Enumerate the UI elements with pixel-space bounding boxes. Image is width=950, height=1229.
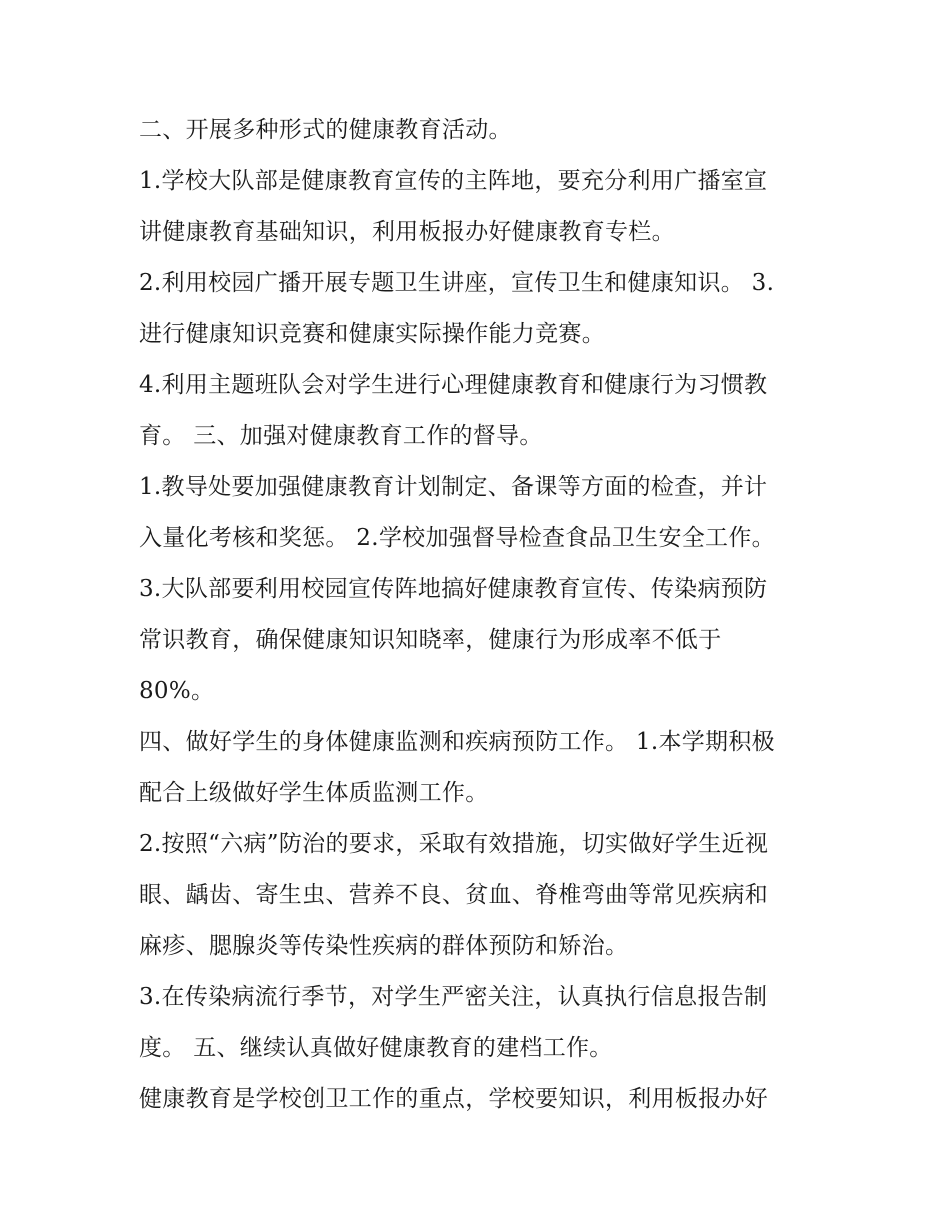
text-line: 度。 五、继续认真做好健康教育的建档工作。 <box>139 1035 613 1061</box>
text-line: 育。 三、加强对健康教育工作的督导。 <box>139 423 543 449</box>
text-line: 四、做好学生的身体健康监测和疾病预防工作。 1.本学期积极 <box>139 729 775 755</box>
text-line: 80%。 <box>139 678 215 704</box>
text-line: 4.利用主题班队会对学生进行心理健康教育和健康行为习惯教 <box>139 372 768 398</box>
text-line: 2.利用校园广播开展专题卫生讲座，宣传卫生和健康知识。 3. <box>139 270 775 296</box>
text-line: 眼、龋齿、寄生虫、营养不良、贫血、脊椎弯曲等常见疾病和 <box>139 882 769 908</box>
text-line: 进行健康知识竞赛和健康实际操作能力竞赛。 <box>139 321 605 347</box>
text-line: 配合上级做好学生体质监测工作。 <box>139 780 489 806</box>
text-line: 健康教育是学校创卫工作的重点，学校要知识，利用板报办好 <box>139 1086 769 1112</box>
text-line: 2.按照“六病”防治的要求，采取有效措施，切实做好学生近视 <box>139 831 769 857</box>
text-line: 3.在传染病流行季节，对学生严密关注，认真执行信息报告制 <box>139 984 768 1010</box>
text-line: 麻疹、腮腺炎等传染性疾病的群体预防和矫治。 <box>139 933 629 959</box>
text-line: 入量化考核和奖惩。 2.学校加强督导检查食品卫生安全工作。 <box>139 525 775 551</box>
document-body <box>139 105 819 1125</box>
text-line: 1.教导处要加强健康教育计划制定、备课等方面的检查，并计 <box>139 474 768 500</box>
text-line: 讲健康教育基础知识，利用板报办好健康教育专栏。 <box>139 219 675 245</box>
text-line: 常识教育，确保健康知识知晓率，健康行为形成率不低于 <box>139 627 722 653</box>
text-line: 1.学校大队部是健康教育宣传的主阵地，要充分利用广播室宣 <box>139 168 768 194</box>
text-line: 二、开展多种形式的健康教育活动。 <box>139 117 512 143</box>
text-line: 3.大队部要利用校园宣传阵地搞好健康教育宣传、传染病预防 <box>139 576 768 602</box>
